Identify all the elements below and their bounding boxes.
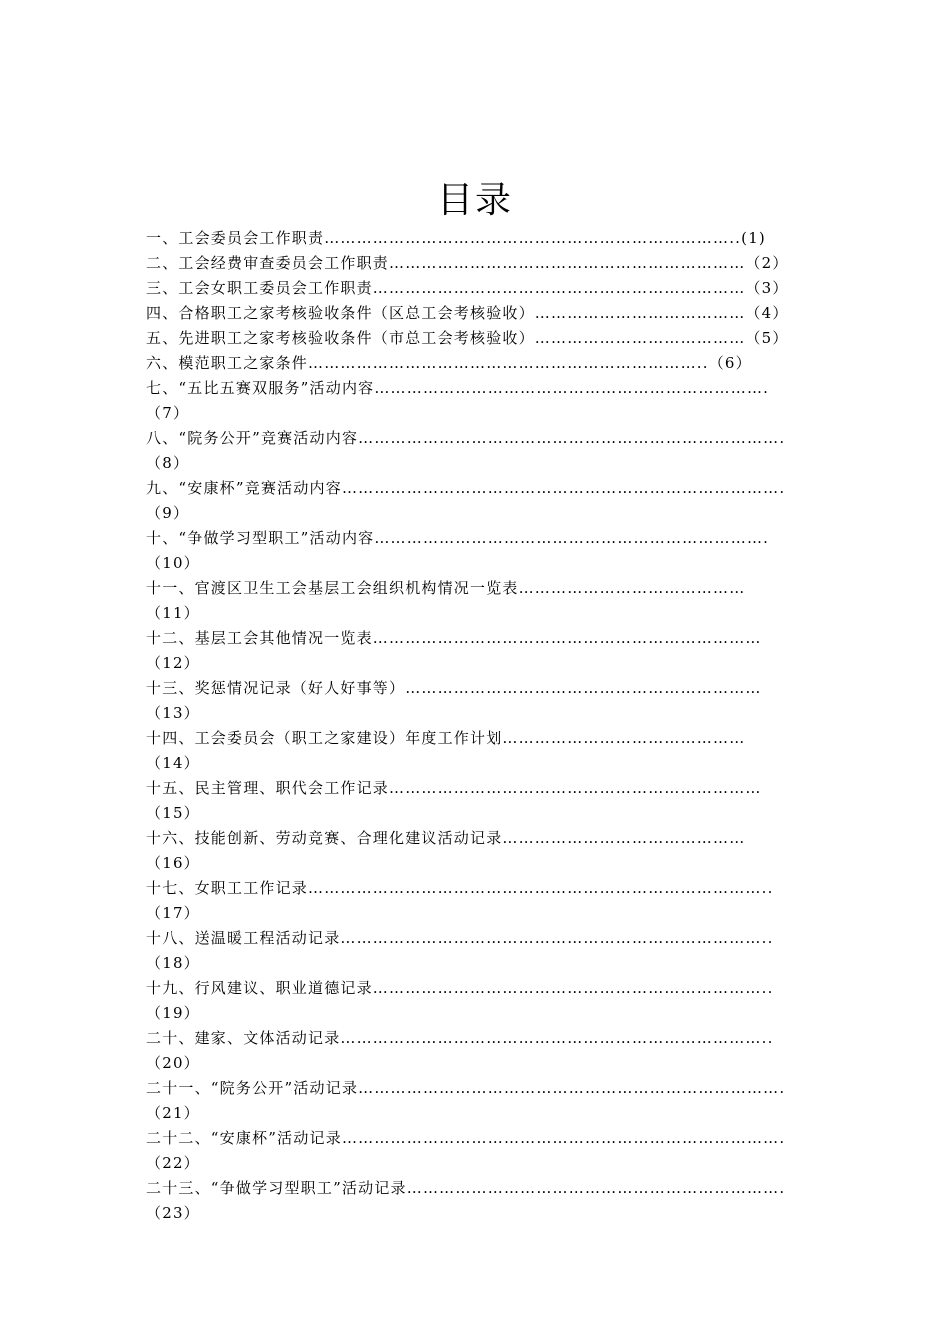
toc-line: 三、工会女职工委员会工作职责……………………………………………………………（3） (146, 279, 789, 297)
toc-page-number: （19） (146, 1004, 200, 1022)
toc-page-number: （13） (146, 704, 200, 722)
toc-page-number: （7） (146, 404, 190, 422)
toc-line: 十八、送温暖工程活动记录…………………………………………………………………….. (146, 929, 774, 947)
toc-line: 二十一、“院务公开”活动记录……………………………………………………………………. (146, 1079, 786, 1097)
toc-page-number: （8） (146, 454, 190, 472)
toc-page-number: （22） (146, 1154, 200, 1172)
toc-page-number: （10） (146, 554, 200, 572)
toc-line: 一、工会委员会工作职责…………………………………………………………………..(1) (146, 229, 766, 247)
toc-page-number: （9） (146, 504, 190, 522)
toc-line: 十一、官渡区卫生工会基层工会组织机构情况一览表…………………………………… (146, 579, 746, 597)
toc-line: 十五、民主管理、职代会工作记录…………………………………………………………… (146, 779, 762, 797)
toc-page-number: （20） (146, 1054, 200, 1072)
toc-page-number: （21） (146, 1104, 200, 1122)
toc-line: 十、“争做学习型职工”活动内容………………………………………………………………. (146, 529, 770, 547)
toc-page-number: （16） (146, 854, 200, 872)
toc-page-number: （17） (146, 904, 200, 922)
toc-page-number: （12） (146, 654, 200, 672)
toc-page-number: （14） (146, 754, 200, 772)
toc-page-number: （11） (146, 604, 200, 622)
toc-line: 十六、技能创新、劳动竞赛、合理化建议活动记录……………………………………… (146, 829, 746, 847)
toc-line: 四、合格职工之家考核验收条件（区总工会考核验收）…………………………………（4） (146, 304, 789, 322)
toc-line: 二、工会经费审查委员会工作职责…………………………………………………………（2） (146, 254, 789, 272)
toc-line: 十七、女职工工作记录………………………………………………………………………….. (146, 879, 774, 897)
page-title: 目录 (436, 180, 513, 221)
toc-line: 八、“院务公开”竞赛活动内容……………………………………………………………………. (146, 429, 786, 447)
toc-line: 十二、基层工会其他情况一览表……………………………………………………………… (146, 629, 762, 647)
toc-line: 十四、工会委员会（职工之家建设）年度工作计划……………………………………… (146, 729, 746, 747)
toc-line: 七、“五比五赛双服务”活动内容………………………………………………………………. (146, 379, 770, 397)
toc-line: 十三、奖惩情况记录（好人好事等）………………………………………………………… (146, 679, 762, 697)
toc-line: 二十二、“安康杯”活动记录………………………………………………………………………. (146, 1129, 786, 1147)
toc-line: 十九、行风建议、职业道德记录……………………………………………………………….. (146, 979, 774, 997)
toc-page-number: （18） (146, 954, 200, 972)
table-of-contents (146, 226, 808, 1226)
toc-line: 六、模范职工之家条件………………………………………………………………..（6） (146, 354, 752, 372)
toc-line: 五、先进职工之家考核验收条件（市总工会考核验收）…………………………………（5） (146, 329, 789, 347)
toc-line: 九、“安康杯”竞赛活动内容………………………………………………………………………. (146, 479, 786, 497)
toc-page-number: （23） (146, 1204, 200, 1222)
toc-page-number: （15） (146, 804, 200, 822)
toc-line: 二十三、“争做学习型职工”活动记录……………………………………………………………. (146, 1179, 786, 1197)
toc-line: 二十、建家、文体活动记录…………………………………………………………………….. (146, 1029, 774, 1047)
